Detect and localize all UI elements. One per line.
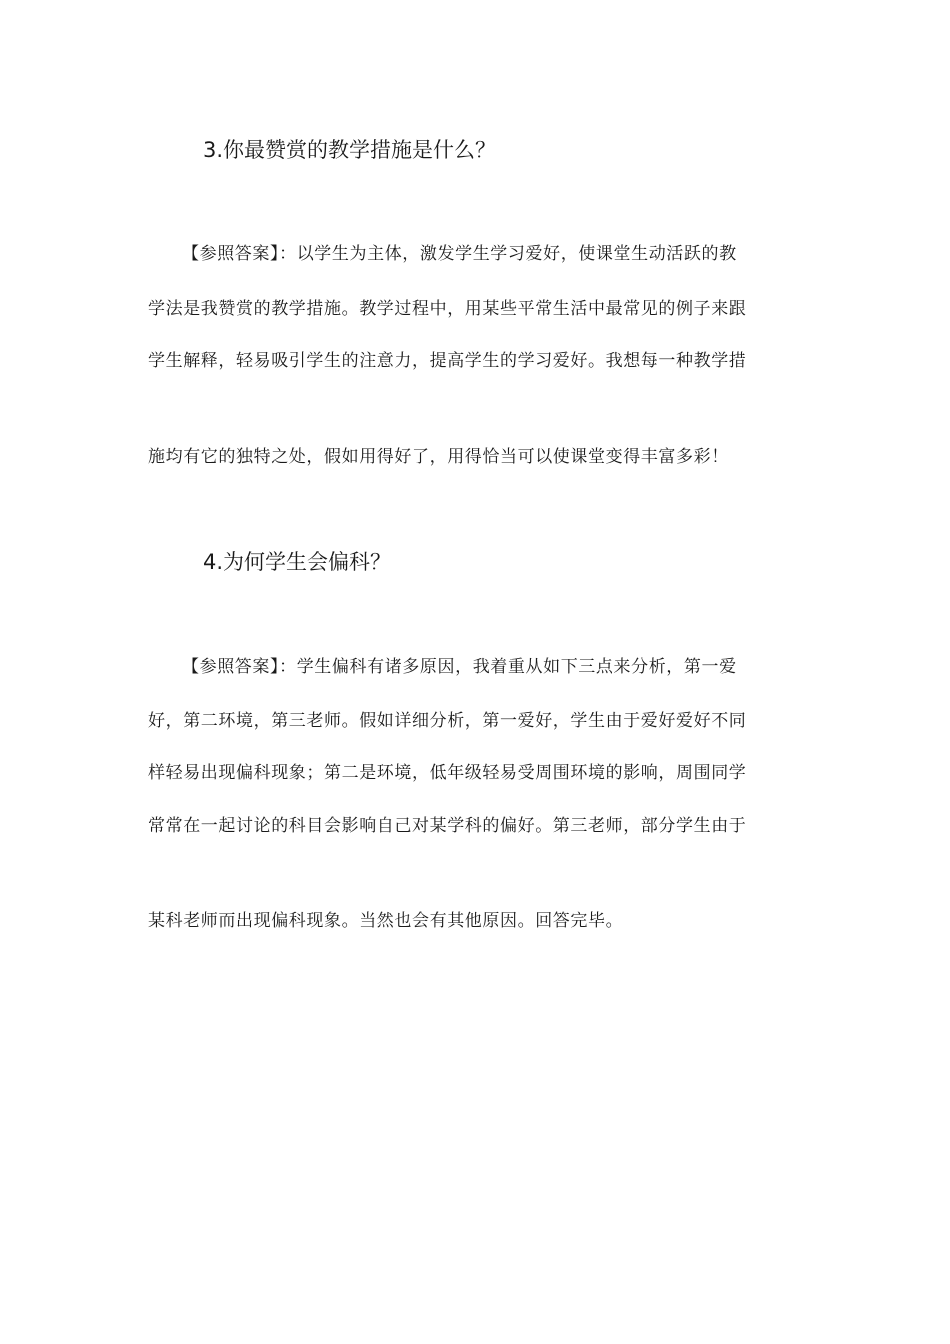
question-3-heading: 3.你最赞赏的教学措施是什么？ [203, 138, 497, 162]
answer-4-line-3: 样轻易出现偏科现象；第二是环境，低年级轻易受周围环境的影响，周围同学 [148, 763, 747, 783]
answer-3-line-2: 学法是我赞赏的教学措施。教学过程中，用某些平常生活中最常见的例子来跟 [148, 299, 747, 319]
answer-4-line-2: 好，第二环境，第三老师。假如详细分析，第一爱好，学生由于爱好爱好不同 [148, 711, 747, 731]
answer-3-line-3: 学生解释，轻易吸引学生的注意力，提高学生的学习爱好。我想每一种教学措 [148, 351, 747, 371]
answer-3-line-4: 施均有它的独特之处，假如用得好了，用得恰当可以使课堂变得丰富多彩！ [148, 447, 729, 467]
answer-4-line-1: 【参照答案】：学生偏科有诸多原因，我着重从如下三点来分析，第一爱 [182, 657, 737, 677]
question-4-heading: 4.为何学生会偏科？ [203, 550, 392, 574]
answer-4-line-5: 某科老师而出现偏科现象。当然也会有其他原因。回答完毕。 [148, 911, 624, 931]
answer-3-line-1: 【参照答案】：以学生为主体，激发学生学习爱好，使课堂生动活跃的教 [182, 244, 737, 264]
answer-4-line-4: 常常在一起讨论的科目会影响自己对某学科的偏好。第三老师，部分学生由于 [148, 816, 747, 836]
